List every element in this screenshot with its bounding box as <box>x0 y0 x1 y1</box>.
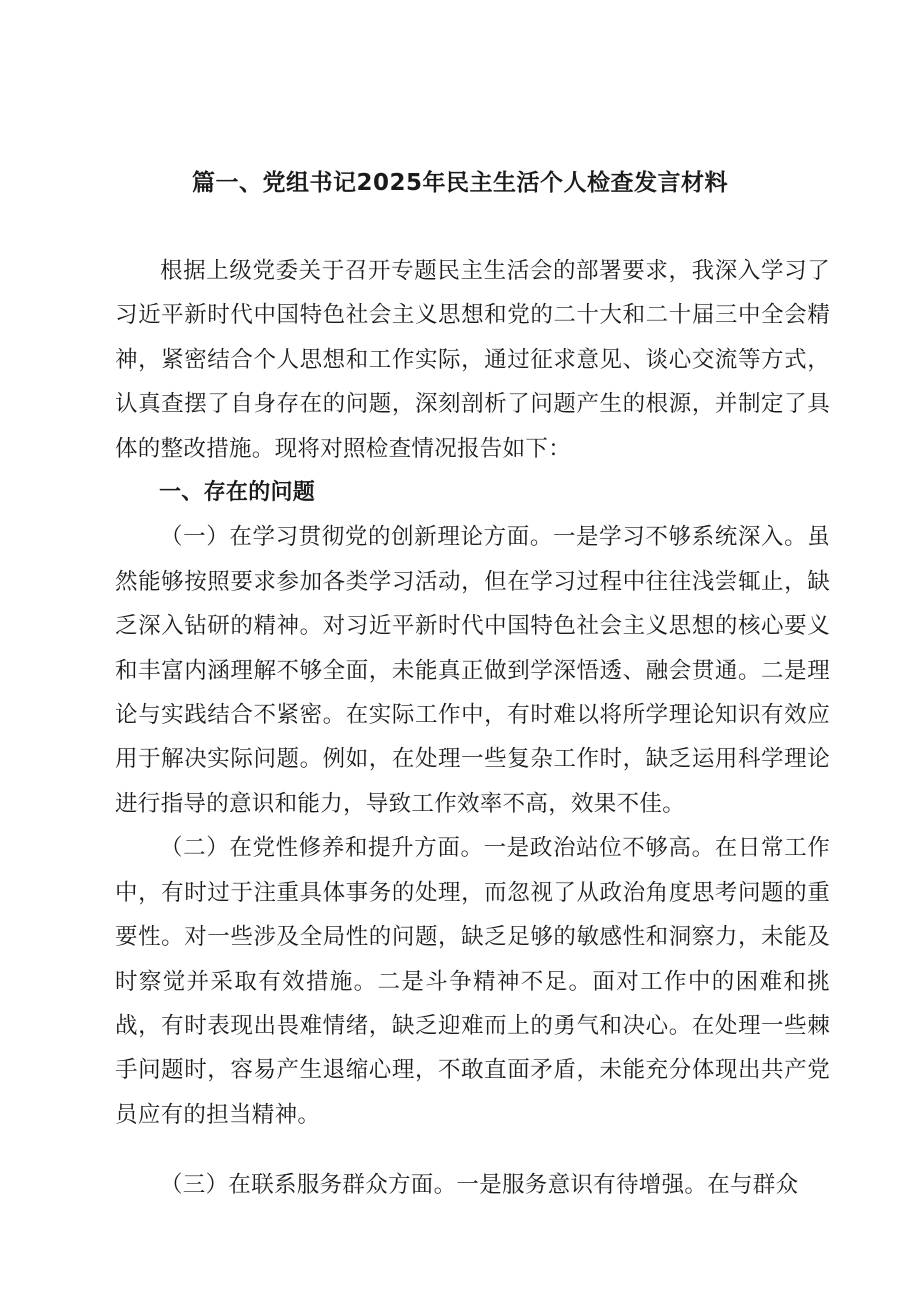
intro-paragraph: 根据上级党委关于召开专题民主生活会的部署要求，我深入学习了习近平新时代中国特色社会主义思想和党的二十大和二十届三中全会精神，紧密结合个人思想和工作实际，通过征求意见、谈心交流等方式，认真查摆了自身存在的问题，深刻剖析了问题产生的根源，并制定了具体的整改措施。现将对照检查情况报告如下： <box>115 258 830 462</box>
document-body <box>115 249 830 1208</box>
paragraph-serving-masses: （三）在联系服务群众方面。一是服务意识有待增强。在与群众 <box>160 1172 799 1199</box>
paragraph-theory-study: （一）在学习贯彻党的创新理论方面。一是学习不够系统深入。虽然能够按照要求参加各类学习活动，但在学习过程中往往浅尝辄止，缺乏深入钻研的精神。对习近平新时代中国特色社会主义思想的核心要义和丰富内涵理解不够全面，未能真正做到学深悟透、融会贯通。二是理论与实践结合不紧密。在实际工作中，有时难以将所学理论知识有效应用于解决实际问题。例如，在处理一些复杂工作时，缺乏运用科学理论进行指导的意识和能力，导致工作效率不高，效果不佳。 <box>115 524 830 817</box>
paragraph-gap <box>115 1137 830 1163</box>
paragraph-party-spirit: （二）在党性修养和提升方面。一是政治站位不够高。在日常工作中，有时过于注重具体事务的处理，而忽视了从政治角度思考问题的重要性。对一些涉及全局性的问题，缺乏足够的敏感性和洞察力，未能及时察觉并采取有效措施。二是斗争精神不足。面对工作中的困难和挑战，有时表现出畏难情绪，缺乏迎难而上的勇气和决心。在处理一些棘手问题时，容易产生退缩心理，不敢直面矛盾，未能充分体现出共产党员应有的担当精神。 <box>115 835 830 1128</box>
document-title: 篇一、党组书记2025年民主生活个人检查发言材料 <box>191 170 728 196</box>
section-heading-problems: 一、存在的问题 <box>159 480 316 506</box>
